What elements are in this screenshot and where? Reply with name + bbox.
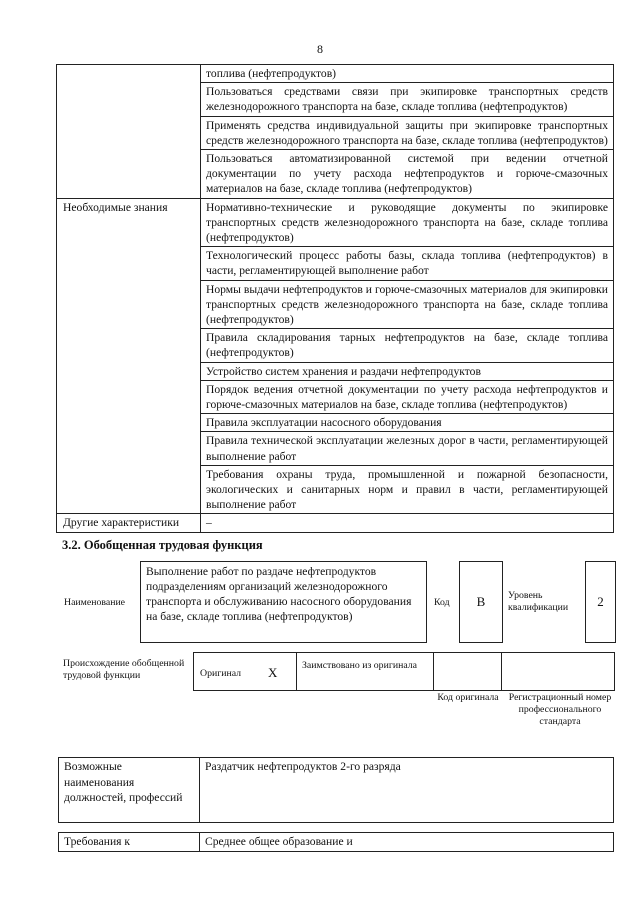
row-label [57,65,201,199]
row-text: Технологический процесс работы базы, склада топлива (нефтепродуктов) в части, регламентирующей выполнение работ [201,247,614,280]
positions-value: Раздатчик нефтепродуктов 2-го разряда [200,758,614,823]
row-text: Нормы выдачи нефтепродуктов и горюче-смазочных материалов для экипировки транспортных средств железнодорожного транспорта на базе, складе топлива (нефтепродуктов) [201,280,614,329]
row-text: – [201,514,614,532]
level-label: Уровень квалификации [508,590,569,613]
row-text: Правила эксплуатации насосного оборудования [201,414,614,432]
row-text: Пользоваться средствами связи при экипировке транспортных средств железнодорожного транспорта на базе, складе топлива (нефтепродуктов) [201,83,614,116]
code-original-caption: Код оригинала [437,692,499,703]
code-value: B [476,594,486,609]
original-mark: X [268,665,278,680]
function-name-value: Выполнение работ по раздаче нефтепродуктов подразделениям организаций железнодорожного транспорта и обслуживанию насосного оборудования на базе, складе топлива (нефтепродуктов) [146,565,412,623]
code-box [459,561,503,643]
row-text: Устройство систем хранения и раздачи нефтепродуктов [201,362,614,380]
row-text: Правила технической эксплуатации железных дорог в части, регламентирующей выполнение работ [201,432,614,465]
table-row [57,198,614,247]
name-label: Наименование [64,597,126,608]
level-value: 2 [597,594,604,609]
reg-number-caption: Регистрационный номер профессионального стандарта [508,692,612,727]
row-text: Правила складирования тарных нефтепродуктов на базе, складе топлива (нефтепродуктов) [201,329,614,362]
row-text: топлива (нефтепродуктов) [201,65,614,83]
row-text: Требования охраны труда, промышленной и пожарной безопасности, экологических и санитарных норм и правил в части, регламентирующей выполнение работ [201,465,614,514]
page-number: 8 [317,42,323,56]
positions-label: Возможные наименования должностей, профессий [59,758,200,823]
requirements-value: Среднее общее образование и [200,833,614,852]
row-text: Нормативно-технические и руководящие документы по экипировке транспортных средств железнодорожного транспорта на базе, складе топлива (нефтепродуктов) [201,198,614,247]
original-label: Оригинал [200,668,242,679]
level-box [585,561,616,643]
section-title: 3.2. Обобщенная трудовая функция [62,538,263,552]
positions-table [58,757,614,823]
row-text: Порядок ведения отчетной документации по учету расхода нефтепродуктов и горюче-смазочных материалов на базе, складе топлива (нефтепродуктов) [201,380,614,413]
requirements-table [58,832,614,852]
table-row [57,514,614,532]
origin-label: Происхождение обобщенной трудовой функции [63,658,185,681]
row-label: Необходимые знания [57,198,201,514]
borrowed-label: Заимствовано из оригинала [302,660,417,671]
row-label: Другие характеристики [57,514,201,532]
row-text: Применять средства индивидуальной защиты при экипировке транспортных средств железнодорожного транспорта на базе, складе топлива (нефтепродуктов) [201,116,614,149]
requirements-label: Требования к [59,833,200,852]
function-name-box [140,561,427,643]
code-label: Код [434,597,450,608]
knowledge-skills-table [56,64,614,533]
row-text: Пользоваться автоматизированной системой при ведении отчетной документации по учету расхода нефтепродуктов и горюче-смазочных материалов на базе, складе топлива (нефтепродуктов) [201,150,614,199]
table-row [57,65,614,83]
